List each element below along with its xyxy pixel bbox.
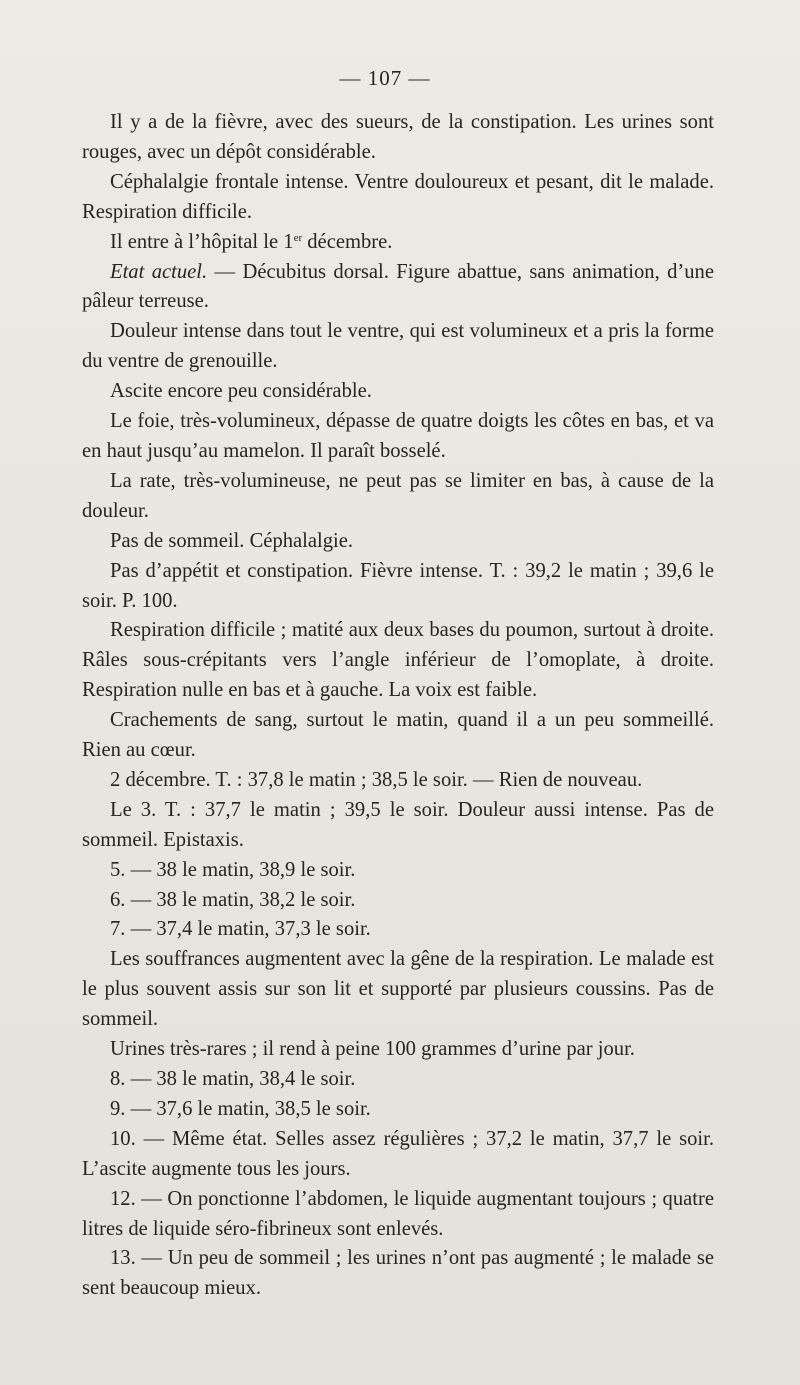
paragraph: 10. — Même état. Selles assez régulières ; 37,2 le matin, 37,7 le soir. L’ascite augmente tous les jours. (82, 1127, 714, 1180)
text-segment: — Décubitus dorsal. Figure abattue, sans animation, d’une pâleur terreuse. (82, 260, 714, 313)
paragraph: Crachements de sang, surtout le matin, quand il a un peu sommeillé. Rien au cœur. (82, 709, 714, 762)
paragraph: Le 3. T. : 37,7 le matin ; 39,5 le soir. Douleur aussi intense. Pas de sommeil. Epistaxis. (82, 798, 714, 851)
paragraph: Pas d’appétit et constipation. Fièvre intense. T. : 39,2 le matin ; 39,6 le soir. P. 100. (82, 559, 714, 612)
paragraph: 9. — 37,6 le matin, 38,5 le soir. (110, 1097, 371, 1120)
paragraph: 2 décembre. T. : 37,8 le matin ; 38,5 le soir. — Rien de nouveau. (110, 768, 643, 791)
paragraph: 13. — Un peu de sommeil ; les urines n’ont pas augmenté ; le malade se sent beaucoup mieux. (82, 1247, 714, 1300)
text-segment: décembre. (302, 230, 393, 253)
superscript: er (293, 231, 303, 244)
paragraph: 8. — 38 le matin, 38,4 le soir. (110, 1068, 356, 1090)
paragraph: 5. — 38 le matin, 38,9 le soir. (110, 858, 356, 881)
section-lead: Etat actuel. (110, 260, 208, 283)
paragraph: Céphalalgie frontale intense. Ventre douloureux et pesant, dit le malade. Respiration difficile. (82, 170, 714, 223)
paragraph: 6. — 38 le matin, 38,2 le soir. (110, 888, 356, 911)
paragraph: Pas de sommeil. Céphalalgie. (110, 529, 354, 552)
paragraph: Les souffrances augmentent avec la gêne de la respiration. Le malade est le plus souvent assis sur son lit et supporté par plusieurs coussins. Pas de sommeil. (82, 948, 714, 1031)
paragraph (82, 228, 714, 258)
body-text (82, 108, 714, 1304)
page-number: — 107 — (339, 66, 431, 90)
paragraph: La rate, très-volumineuse, ne peut pas se limiter en bas, à cause de la douleur. (82, 469, 714, 522)
paragraph: Douleur intense dans tout le ventre, qui est volumineux et a pris la forme du ventre de grenouille. (82, 320, 714, 373)
paragraph (82, 258, 714, 318)
paragraph: Ascite encore peu considérable. (110, 380, 372, 403)
paragraph: 12. — On ponctionne l’abdomen, le liquide augmentant toujours ; quatre litres de liquide séro-fibrineux sont enlevés. (82, 1187, 714, 1240)
paragraph: 7. — 37,4 le matin, 37,3 le soir. (110, 918, 371, 941)
paragraph: Urines très-rares ; il rend à peine 100 grammes d’urine par jour. (110, 1038, 635, 1061)
paragraph: Le foie, très-volumineux, dépasse de quatre doigts les côtes en bas, et va en haut jusqu’au mamelon. Il paraît bosselé. (82, 410, 714, 462)
paragraph: Il y a de la fièvre, avec des sueurs, de la constipation. Les urines sont rouges, avec un dépôt considérable. (82, 111, 714, 163)
text-segment: Il entre à l’hôpital le 1 (110, 230, 294, 253)
paragraph: Respiration difficile ; matité aux deux bases du poumon, surtout à droite. Râles sous-crépitants vers l’angle inférieur de l’omoplate, à droite. Respiration nulle en bas et à gauche. La voix est faible. (82, 619, 714, 702)
